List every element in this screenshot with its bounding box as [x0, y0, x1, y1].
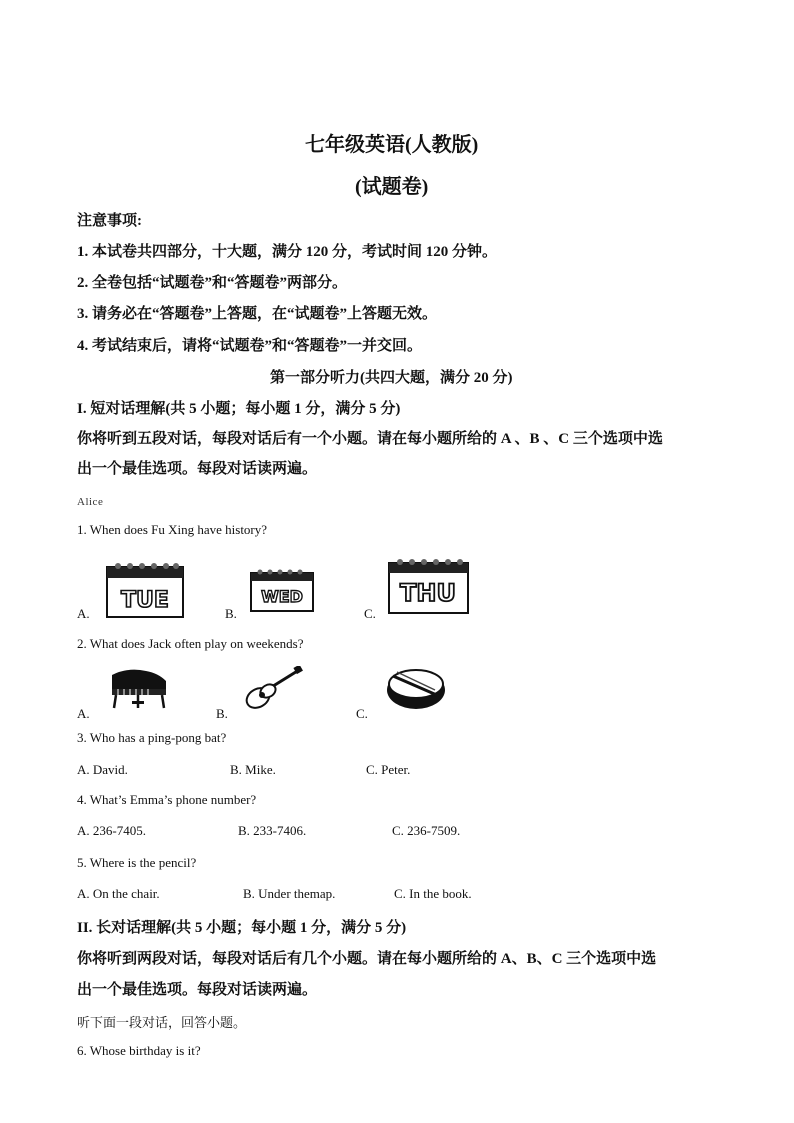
notice-heading: 注意事项: [77, 213, 142, 229]
svg-text:TUE: TUE [121, 588, 169, 613]
part1-title: 第一部分听力(共四大题，满分 20 分) [270, 370, 513, 386]
page-subtitle: (试题卷) [355, 176, 429, 198]
q5-option-b: B. Under themap. [243, 886, 336, 901]
question-4: 4. What’s Emma’s phone number? [77, 792, 257, 807]
q5-option-a: A. On the chair. [77, 886, 160, 901]
svg-text:THU: THU [400, 579, 456, 607]
notice-item-2: 2. 全卷包括“试题卷”和“答题卷”两部分。 [77, 275, 348, 291]
q2-option-b-label: B. [216, 706, 228, 721]
piano-icon [108, 665, 170, 710]
svg-text:WED: WED [261, 587, 303, 606]
calendar-tue-icon [104, 561, 186, 619]
drum-icon [385, 664, 447, 712]
question-3: 3. Who has a ping-pong bat? [77, 730, 227, 745]
q2-option-a-label: A. [77, 706, 90, 721]
q1-option-c-label: C. [364, 606, 376, 621]
q3-option-a: A. David. [77, 762, 128, 777]
page-title: 七年级英语(人教版) [305, 134, 479, 156]
guitar-icon [244, 666, 304, 710]
question-5: 5. Where is the pencil? [77, 855, 197, 870]
q5-option-c: C. In the book. [394, 886, 472, 901]
calendar-thu-icon [386, 557, 471, 615]
notice-item-4: 4. 考试结束后，请将“试题卷”和“答题卷”一并交回。 [77, 338, 423, 354]
notice-item-1: 1. 本试卷共四部分，十大题，满分 120 分，考试时间 120 分钟。 [77, 244, 498, 260]
q2-option-c-label: C. [356, 706, 368, 721]
section1-note: Alice [77, 496, 104, 508]
section2-instructions-line1: 你将听到两段对话，每段对话后有几个小题。请在每小题所给的 A、B、C 三个选项中选 [77, 951, 657, 967]
question-2: 2. What does Jack often play on weekends? [77, 636, 304, 651]
question-6: 6. Whose birthday is it? [77, 1043, 201, 1058]
q1-option-b-label: B. [225, 606, 237, 621]
listen-note: 听下面一段对话，回答小题。 [77, 1015, 247, 1030]
question-1: 1. When does Fu Xing have history? [77, 522, 268, 537]
q4-option-c: C. 236-7509. [392, 823, 461, 838]
section2-instructions-line2: 出一个最佳选项。每段对话读两遍。 [77, 982, 318, 998]
q1-option-a-label: A. [77, 606, 90, 621]
q3-option-c: C. Peter. [366, 762, 411, 777]
q4-option-a: A. 236-7405. [77, 823, 146, 838]
calendar-wed-icon [248, 568, 316, 613]
q4-option-b: B. 233-7406. [238, 823, 307, 838]
section2-title: II. 长对话理解(共 5 小题；每小题 1 分，满分 5 分) [77, 920, 407, 936]
q3-option-b: B. Mike. [230, 762, 276, 777]
section1-title: I. 短对话理解(共 5 小题；每小题 1 分，满分 5 分) [77, 401, 401, 417]
section1-instructions-line1: 你将听到五段对话，每段对话后有一个小题。请在每小题所给的 A 、B 、C 三个选项中选 [77, 431, 663, 447]
notice-item-3: 3. 请务必在“答题卷”上答题，在“试题卷”上答题无效。 [77, 306, 438, 322]
section1-instructions-line2: 出一个最佳选项。每段对话读两遍。 [77, 461, 318, 477]
